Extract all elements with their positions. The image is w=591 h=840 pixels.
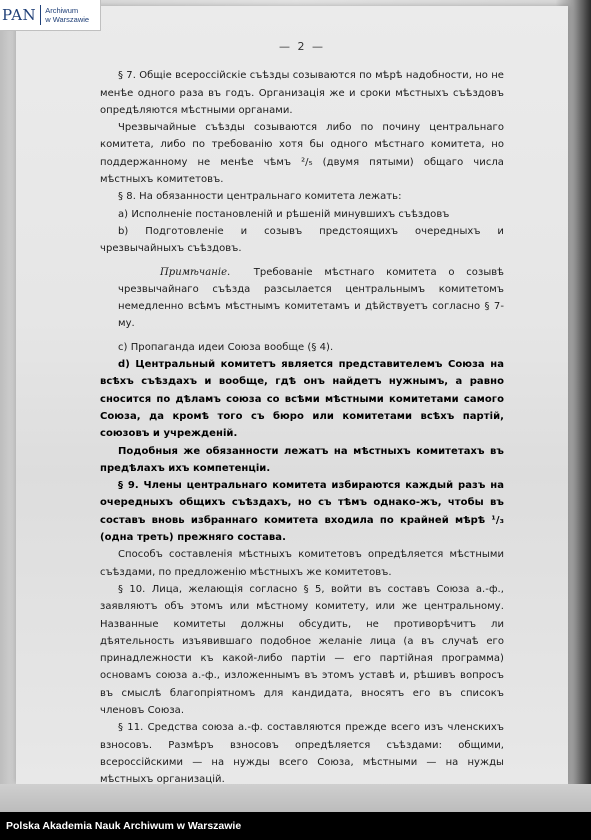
logo-divider (40, 5, 41, 25)
note-paragraph (118, 264, 504, 333)
paragraph-8-local: Подобныя же обязанности лежатъ на мѣстныхъ комитетахъ въ предѣлахъ ихъ компетенціи. (100, 445, 504, 474)
page-number: — 2 — (279, 40, 325, 53)
paragraph-7: § 7. Общіе всероссійскіе съѣзды созываются по мѣрѣ надобности, но не менѣе одного раза въ годъ. Организація же и сроки мѣстныхъ съѣздовъ опредѣляются мѣстными органами. (100, 70, 504, 116)
paragraph-8: § 8. На обязанности центральнаго комитета лежать: (118, 191, 402, 203)
paragraph-9: § 9. Члены центральнаго комитета избираются каждый разъ на очередныхъ общихъ съѣздахъ, но съ тѣмъ однако-жъ, чтобы въ составъ вновь избраннаго комитета входила по крайней мѣрѣ ¹/₃ (одна треть) прежняго состава. (100, 480, 504, 544)
paragraph-11: § 11. Средства союза а.-ф. составляются прежде всего изъ членскихъ взносовъ. Размѣръ взносовъ опредѣляется съѣздами: общими, всероссійскими — на нужды всего Союза, мѣстными — на нужды мѣстныхъ организацій. (100, 722, 504, 786)
archive-logo (0, 0, 101, 31)
paragraph-8-b: b) Подготовленіе и созывъ предстоящихъ очередныхъ и чрезвычайныхъ съѣздовъ. (100, 225, 504, 255)
logo-line-2: w Warszawie (45, 15, 90, 24)
paragraph-10: § 10. Лица, желающія согласно § 5, войти въ составъ Союза а.-ф., заявляютъ объ этомъ или мѣстному комитету, или же центральному. Названные комитеты должны обсудить, не противорѣчитъ ли дѣятельность изъявившаго подобное желаніе лица (а въ случаѣ его принадлежности къ какой-либо партіи — его партійная программа) основамъ союза а.-ф., изложеннымъ въ этомъ уставѣ и, рѣшивъ вопросъ въ смыслѣ благопріятномъ для кандидата, вносятъ его въ списокъ членовъ Союза. (100, 583, 504, 716)
note-label: Примѣчаніе. (160, 266, 231, 278)
paragraph-8-d: d) Центральный комитетъ является представителемъ Союза на всѣхъ съѣздахъ и вообще, гдѣ онъ найдетъ нужнымъ, а равно сносится по дѣламъ союза со всѣми мѣстными комитетами самого Союза, да кромѣ того съ бюро или комитетами всѣхъ партій, союзовъ и учрежденій. (100, 359, 504, 440)
paragraph-7-extraordinary: Чрезвычайные съѣзды созываются либо по почину центральнаго комитета, либо по требованію хотя бы одного мѣстнаго комитета, но поддержанному не менѣе чѣмъ ²/₅ (двумя пятыми) общаго числа мѣстныхъ комитетовъ. (100, 122, 504, 186)
note-text: Требованіе мѣстнаго комитета о созывѣ чрезвычайнаго съѣзда разсылается центральнымъ комитетомъ немедленно всѣмъ мѣстнымъ комитетамъ и дѣйствуетъ согласно § 7-му. (118, 266, 504, 330)
paragraph-8-c: c) Пропаганда идеи Союза вообще (§ 4). (118, 341, 334, 353)
document-text (100, 30, 504, 788)
logo-caption (45, 6, 89, 24)
paragraph-9-local: Способъ составленія мѣстныхъ комитетовъ опредѣляется мѣстными съѣздами, по предложенію мѣстныхъ же комитетовъ. (100, 549, 504, 578)
paragraph-8-a: а) Исполненіе постановленій и рѣшеній минувшихъ съѣздовъ (118, 208, 450, 220)
archive-footer: Polska Akademia Nauk Archiwum w Warszawie (0, 812, 591, 840)
logo-line-1: Archiwum (45, 6, 79, 15)
logo-pan-text: PAN (2, 6, 37, 24)
